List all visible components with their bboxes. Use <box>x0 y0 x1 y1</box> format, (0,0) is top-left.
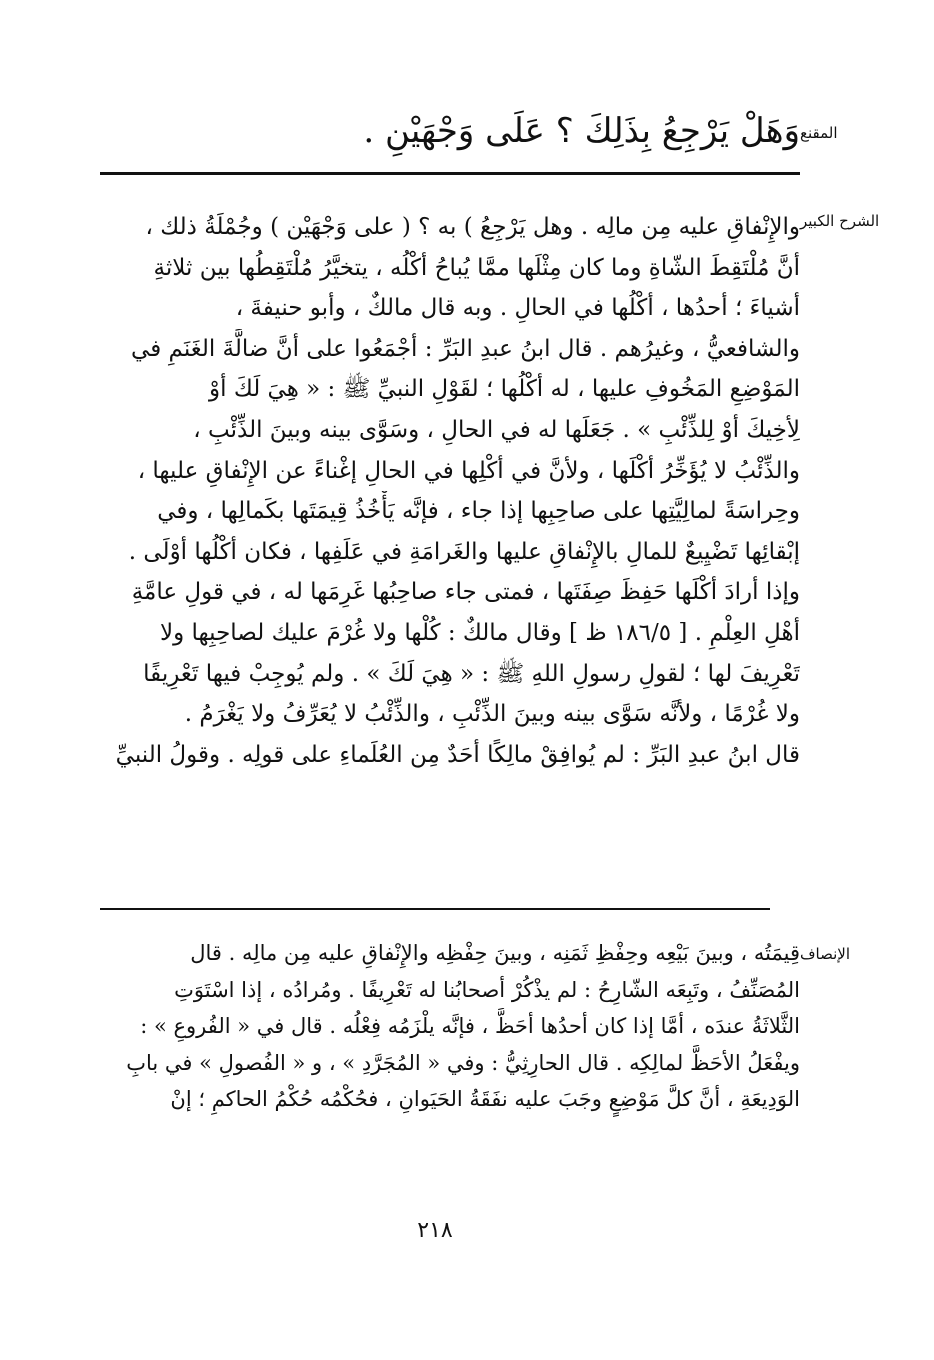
sharh-line: لِأخِيكَ أوْ لِلذِّئْبِ » . جَعَلَها له في الحالِ ، وسَوَّى بينه وبينَ الذِّئْبِ ، <box>193 416 800 443</box>
sharh-line: والذِّئْبُ لا يُؤَخِّرُ أكْلَها ، ولأنَّ في أكْلِها في الحالِ إغْناءً عن الإِنْفاقِ عليها ، <box>137 457 800 484</box>
sharh-line: أهْلِ العِلْمِ . [ ١٨٦/٥ ظ ] وقال مالكٌ : كُلْها ولا غُرْمَ عليك لصاحِبِها ولا <box>160 619 800 646</box>
sharh-line: والإِنْفاقِ عليه مِن مالِه . وهل يَرْجِعُ ) به ؟ ( على وَجْهَيْن ) وجُمْلَةُ ذلك ، <box>145 214 800 240</box>
insaf-line: الوَدِيعَةِ ، أنَّ كلَّ مَوْضِعٍ وجَبَ عليه نفَقَةُ الحَيَوانِ ، فحُكْمُه حُكْمُ الحاكمِ ؛ إنْ <box>170 1087 800 1112</box>
page-number: ٢١٨ <box>417 1218 453 1243</box>
sharh-line: ولا غُرْمًا ، ولأنَّه سَوَّى بينه وبينَ الذِّئْبِ ، والذِّئْبُ لا يُعَرِّفُ ولا يَغْرَمُ . <box>184 701 800 728</box>
sharh-label: الشرح الكبير <box>800 212 880 230</box>
bottom-divider <box>100 908 770 910</box>
insaf-line: الثَّلاثَةُ عندَه ، أمَّا إذا كان أحدُها أحَظَّ ، فإنَّه يلْزَمُه فِعْلُه . قال في « الفُروعِ » : <box>140 1014 800 1039</box>
insaf-line: قِيمَتُه ، وبينَ بَيْعِه وحِفْظِ ثَمَنِه ، وبينَ حِفْظِه والإِنْفاقِ عليه مِن مالِه . قال <box>190 941 800 965</box>
insaf-line: ويفْعَلُ الأحَظَّ لمالِكِه . قال الحارِثِيُّ : وفي « المُجَرَّدِ » ، و « الفُصولِ » في بابِ <box>126 1050 800 1075</box>
sharh-line: وحِراسَةً لمالِيَّتِها على صاحِبِها إذا جاء ، فإنَّه يَأْخُذُ قِيمَتَها بكَمالِها ، وفي <box>157 498 800 525</box>
sharh-line: أنَّ مُلْتَقِطَ الشّاةِ وما كان مِثْلَها ممَّا يُباحُ أكْلُه ، يتخيَّرُ مُلْتَقِطُها بين ثلاثةِ <box>153 254 800 281</box>
insaf-line: المُصَنِّفُ ، وتَبِعَه الشّارِحُ : لم يذْكُرْ أصحابُنا له تَعْرِيفًا . ومُرادُه ، إذا اسْتَوَتِ <box>174 977 800 1002</box>
muqni-text: وَهَلْ يَرْجِعُ بِذَلِكَ ؟ عَلَى وَجْهَيْنِ . <box>363 111 800 151</box>
sharh-line: أشياءَ ؛ أحدُها ، أكْلُها في الحالِ . وبه قال مالكٌ ، وأبو حنيفةَ ، <box>235 295 800 322</box>
sharh-text-block <box>96 207 800 775</box>
muqni-label: المقنع <box>800 124 838 142</box>
sharh-line: والشافعيُّ ، وغيرُهم . قال ابنُ عبدِ البَرِّ : أجْمَعُوا على أنَّ ضالَّةَ الغَنَمِ في <box>131 335 800 362</box>
sharh-line: إبْقائِها تَضْيِيعٌ للمالِ بالإِنْفاقِ عليها والغَرامَةِ في عَلَفِها ، فكان أكْلُها أوْلَى . <box>128 538 800 565</box>
insaf-label: الإنصاف <box>800 945 851 963</box>
insaf-text-block <box>96 935 800 1118</box>
sharh-line: تَعْرِيفَ لها ؛ لقولِ رسولِ اللهِ ﷺ : « هِيَ لَكَ » . ولم يُوجِبْ فيها تَعْرِيفًا <box>143 660 800 687</box>
sharh-line: وإذا أرادَ أكْلَها حَفِظَ صِفَتَها ، فمتى جاء صاحِبُها غَرِمَها له ، في قولِ عامَّةِ <box>131 579 800 606</box>
sharh-line: قال ابنُ عبدِ البَرِّ : لم يُوافِقْ مالِكًا أحَدٌ مِن العُلَماءِ على قولِه . وقولُ النبيِّ <box>115 741 800 768</box>
sharh-line: المَوْضِعِ المَخُوفِ عليها ، له أكْلُها ؛ لقَوْلِ النبيِّ ﷺ : « هِيَ لَكَ أوْ <box>209 376 800 403</box>
top-divider <box>100 172 800 175</box>
